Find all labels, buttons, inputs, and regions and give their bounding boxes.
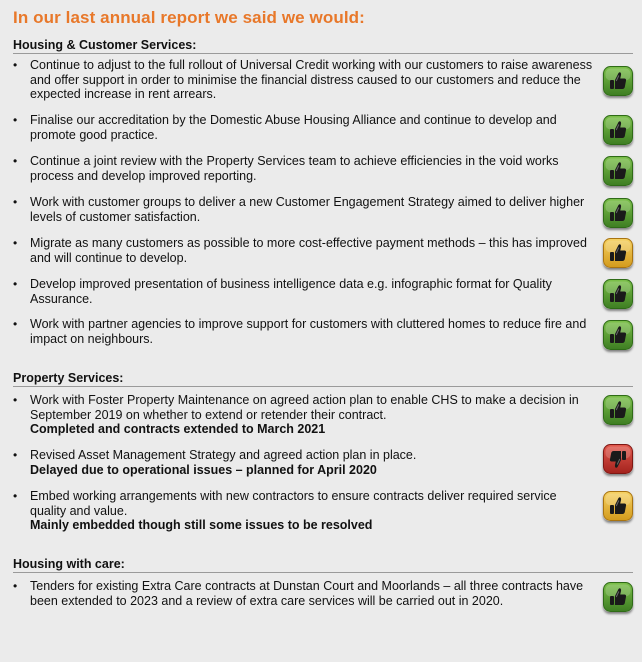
bullet: •: [13, 579, 18, 593]
item-body: Embed working arrangements with new contractors to ensure contracts deliver required service quality and value.: [30, 489, 557, 518]
bullet: •: [13, 448, 18, 462]
bullet: •: [13, 195, 18, 209]
list-item: [13, 448, 593, 477]
status-thumb: [603, 582, 633, 612]
item-status-note: Completed and contracts extended to March 2021: [30, 422, 326, 437]
thumbs-up-icon: [603, 115, 633, 145]
status-thumb: [603, 320, 633, 350]
list-item: [13, 236, 593, 265]
thumbs-up-icon: [603, 582, 633, 612]
section-heading-care: Housing with care:: [13, 557, 633, 573]
bullet: •: [13, 393, 18, 407]
bullet: •: [13, 317, 18, 331]
item-text: Migrate as many customers as possible to more cost-effective payment methods – this has improved and will continue to develop.: [30, 236, 587, 265]
bullet: •: [13, 154, 18, 168]
list-item: [13, 58, 593, 102]
item-text: Tenders for existing Extra Care contracts at Dunstan Court and Moorlands – all three contracts have been extended to 2023 and a review of extra care services will be carried out in 2020.: [30, 579, 584, 608]
list-item: [13, 195, 593, 224]
item-body: Revised Asset Management Strategy and agreed action plan in place.: [30, 448, 417, 462]
thumbs-up-icon: [603, 198, 633, 228]
item-status-note: Mainly embedded though still some issues to be resolved: [30, 518, 373, 533]
thumbs-up-icon: [603, 320, 633, 350]
bullet: •: [13, 277, 18, 291]
item-text: Continue to adjust to the full rollout of Universal Credit working with our customers to raise awareness and offer support in order to minimise the financial distress caused to our customers and reduce the expected increase in rent arrears.: [30, 58, 593, 102]
list-item: [13, 277, 593, 306]
item-text: [30, 489, 593, 533]
list-item: [13, 579, 593, 608]
status-thumb: [603, 395, 633, 425]
thumbs-up-icon: [603, 66, 633, 96]
status-thumb: [603, 198, 633, 228]
status-thumb: [603, 156, 633, 186]
status-thumb: [603, 66, 633, 96]
item-text: [30, 393, 593, 437]
thumbs-up-icon: [603, 279, 633, 309]
bullet: •: [13, 236, 18, 250]
thumbs-up-icon: [603, 238, 633, 268]
status-thumb: [603, 491, 633, 521]
item-text: Work with customer groups to deliver a new Customer Engagement Strategy aimed to deliver higher levels of customer satisfaction.: [30, 195, 585, 224]
item-status-note: Delayed due to operational issues – planned for April 2020: [30, 462, 377, 477]
thumbs-up-icon: [603, 395, 633, 425]
bullet: •: [13, 489, 18, 503]
list-item: [13, 154, 593, 183]
list-item: [13, 489, 593, 533]
bullet: •: [13, 58, 18, 72]
status-thumb: [603, 444, 633, 474]
section-heading-housing: Housing & Customer Services:: [13, 38, 633, 54]
thumbs-down-icon: [603, 444, 633, 474]
status-thumb: [603, 238, 633, 268]
thumbs-up-icon: [603, 156, 633, 186]
list-item: [13, 317, 593, 346]
page-title: In our last annual report we said we would:: [13, 8, 365, 27]
section-heading-property: Property Services:: [13, 371, 633, 387]
item-text: Develop improved presentation of business intelligence data e.g. infographic format for Quality Assurance.: [30, 277, 552, 306]
status-thumb: [603, 115, 633, 145]
item-body: Work with Foster Property Maintenance on agreed action plan to enable CHS to make a decision in September 2019 on whether to extend or retender their contract.: [30, 393, 579, 422]
list-item: [13, 113, 593, 142]
item-text: [30, 448, 593, 477]
thumbs-up-icon: [603, 491, 633, 521]
item-text: Finalise our accreditation by the Domestic Abuse Housing Alliance and continue to develop and promote good practice.: [30, 113, 557, 142]
status-thumb: [603, 279, 633, 309]
item-text: Work with partner agencies to improve support for customers with cluttered homes to reduce fire and impact on neighbours.: [30, 317, 587, 346]
bullet: •: [13, 113, 18, 127]
item-text: Continue a joint review with the Property Services team to achieve efficiencies in the void works process and develop improved reporting.: [30, 154, 559, 183]
list-item: [13, 393, 593, 437]
